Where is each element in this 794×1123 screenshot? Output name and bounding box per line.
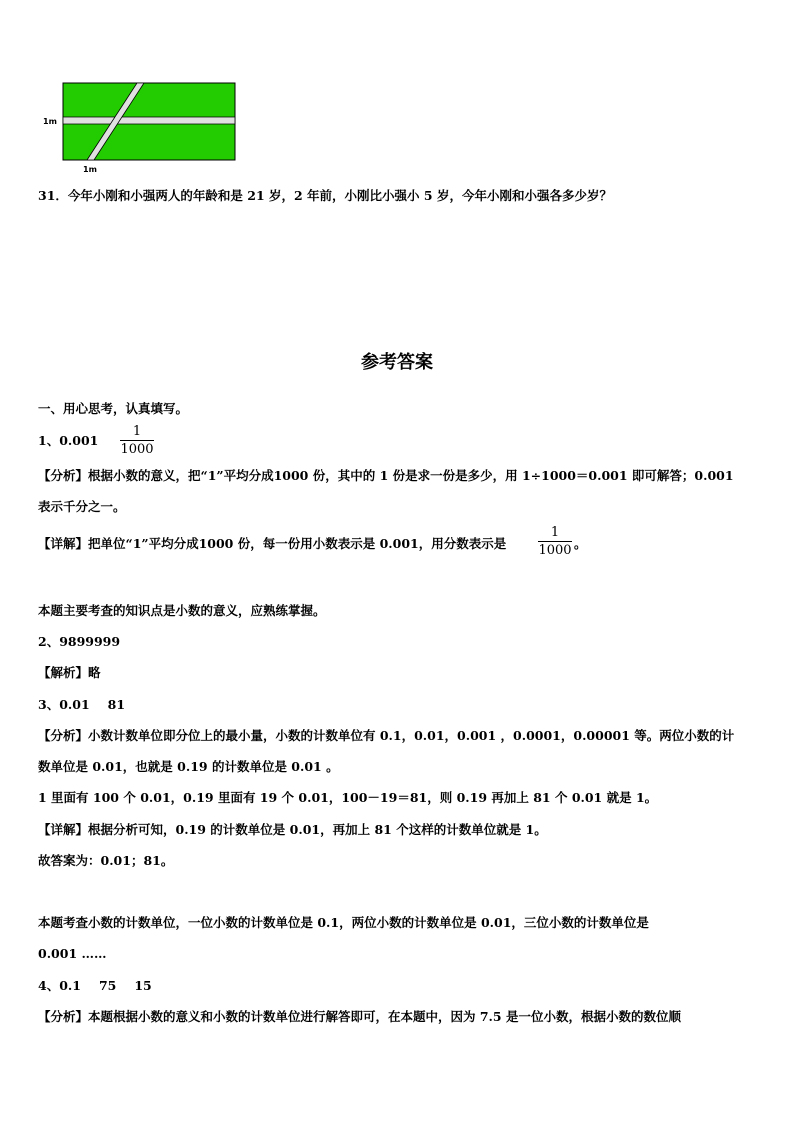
answer-4-value2: 75 <box>98 978 117 993</box>
bottom-length-label: 1m <box>83 165 97 174</box>
answer-4-value3: 15 <box>134 978 152 993</box>
answer-3-analysis-line1: 【分析】小数计数单位即分位上的最小量，小数的计数单位有 0.1，0.01，0.001 ，0.0001，0.00001 等。两位小数的计 <box>38 728 735 743</box>
answer-3-answer: 故答案为：0.01；81。 <box>38 853 174 868</box>
field-road-diagram <box>40 80 240 176</box>
horizontal-road <box>63 117 235 124</box>
answer-1-fraction <box>120 424 154 457</box>
answer-4-value1: 4、0.1 <box>38 978 81 993</box>
answer-1-detail <box>38 536 506 552</box>
answer-1-analysis-line1: 【分析】根据小数的意义，把“1”平均分成1000 份，其中的 1 份是求一份是多少，用 1÷1000＝0.001 即可解答；0.001 <box>38 468 734 483</box>
answer-3-label <box>38 697 125 713</box>
answer-2-label: 2、9899999 <box>38 634 121 649</box>
answer-3-analysis-line2: 数单位是 0.01，也就是 0.19 的计数单位是 0.01 。 <box>38 759 339 774</box>
answer-3-value2: 81 <box>107 697 126 712</box>
fraction-denominator: 1000 <box>538 543 572 558</box>
answer-title: 参考答案 <box>361 352 433 373</box>
answer-1-label: 1、0.001 <box>38 433 99 448</box>
question-31: 31．今年小刚和小强两人的年龄和是 21 岁，2 年前，小刚比小强小 5 岁，今年小刚和小强各多少岁？ <box>38 188 612 203</box>
answer-1-summary: 本题主要考查的知识点是小数的意义，应熟练掌握。 <box>38 603 326 618</box>
answer-3-value1: 3、0.01 <box>38 697 90 712</box>
answer-3-summary-line2: 0.001 …… <box>38 946 107 961</box>
fraction-denominator: 1000 <box>120 442 154 457</box>
answer-2-analysis: 【解析】略 <box>38 665 101 680</box>
answer-4-label <box>38 978 152 994</box>
answer-1-analysis-line2: 表示千分之一。 <box>38 499 126 514</box>
section-heading-1: 一、用心思考，认真填写。 <box>38 401 189 416</box>
answer-1-detail-text: 【详解】把单位“1”平均分成1000 份，每一份用小数表示是 0.001，用分数表示是 <box>38 536 507 551</box>
fraction-bar <box>538 541 572 542</box>
answer-1-detail-fraction <box>538 525 572 558</box>
answer-1-detail-end: 。 <box>574 536 587 551</box>
side-length-label: 1m <box>43 117 57 126</box>
fraction-numerator: 1 <box>132 424 142 439</box>
answer-3-detail: 【详解】根据分析可知，0.19 的计数单位是 0.01，再加上 81 个这样的计数单位就是 1。 <box>38 822 547 837</box>
fraction-bar <box>120 440 154 441</box>
answer-4-analysis-line1: 【分析】本题根据小数的意义和小数的计数单位进行解答即可，在本题中，因为 7.5 是一位小数，根据小数的数位顺 <box>38 1009 681 1024</box>
answer-3-line3: 1 里面有 100 个 0.01，0.19 里面有 19 个 0.01，100－19＝81，则 0.19 再加上 81 个 0.01 就是 1。 <box>38 790 658 805</box>
fraction-numerator: 1 <box>550 525 560 540</box>
answer-3-summary-line1: 本题考查小数的计数单位，一位小数的计数单位是 0.1，两位小数的计数单位是 0.01，三位小数的计数单位是 <box>38 915 649 930</box>
